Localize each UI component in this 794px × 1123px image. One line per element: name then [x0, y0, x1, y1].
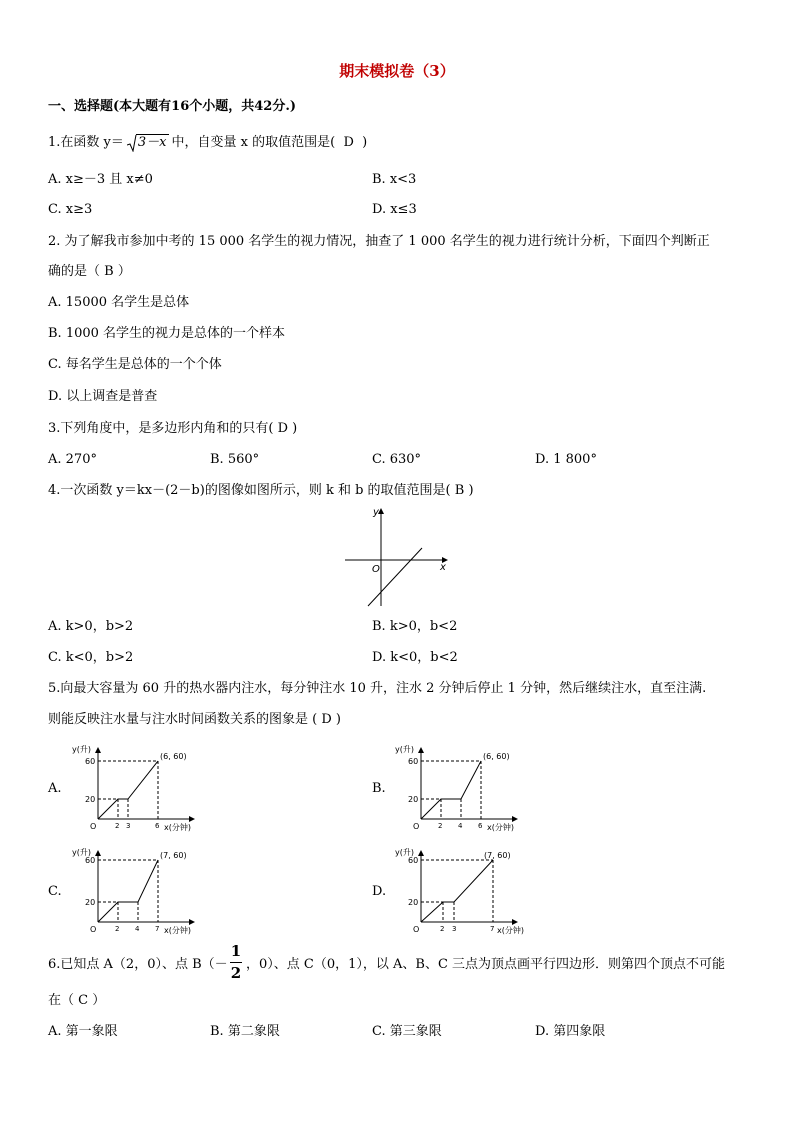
q6-frac-numerator: 1	[230, 942, 242, 960]
xtick-1: 2	[115, 925, 120, 933]
q6-frac-denominator: 2	[230, 964, 242, 982]
q6-option-b: B. 第二象限	[210, 1024, 280, 1039]
q4-graph	[340, 502, 455, 612]
xlabel: x(分钟)	[497, 926, 524, 935]
q5-graph-a-label: A.	[48, 781, 62, 796]
ylabel: y(升)	[72, 745, 91, 754]
q6-frac-bar	[230, 962, 242, 963]
q6-option-d: D. 第四象限	[535, 1024, 606, 1039]
q1-stem	[48, 134, 367, 152]
xtick-2: 3	[126, 822, 131, 830]
q2-stem-line2: 确的是（ B ）	[48, 264, 131, 279]
q4-option-b: B. k>0，b<2	[372, 619, 458, 634]
q4-y-label: y	[373, 507, 379, 518]
xtick-2: 4	[135, 925, 140, 933]
xtick-1: 2	[440, 925, 445, 933]
ytick-20: 20	[408, 795, 419, 804]
y-arrow-icon	[418, 747, 424, 753]
ytick-20: 20	[85, 898, 96, 907]
y-arrow-icon	[95, 850, 101, 856]
q1-radicand: 3－x	[137, 135, 167, 150]
x-arrow-icon	[512, 816, 518, 822]
point-label: (7, 60)	[484, 851, 511, 860]
origin: O	[413, 822, 420, 831]
sqrt-sign-icon	[127, 134, 137, 152]
graph-line	[421, 860, 493, 922]
xtick-3: 6	[155, 822, 160, 830]
q4-origin-label: O	[372, 564, 380, 575]
origin: O	[90, 925, 97, 934]
q2-option-d: D. 以上调查是普查	[48, 389, 158, 404]
ytick-60: 60	[85, 856, 96, 865]
ylabel: y(升)	[395, 848, 414, 857]
xtick-3: 7	[155, 925, 160, 933]
xlabel: x(分钟)	[487, 823, 514, 832]
q3-option-c: C. 630°	[372, 452, 422, 467]
q1-option-b: B. x<3	[372, 172, 417, 187]
ylabel: y(升)	[395, 745, 414, 754]
y-arrow-icon	[95, 747, 101, 753]
q3-option-a: A. 270°	[48, 452, 97, 467]
q5-stem-line2: 则能反映注水量与注水时间函数关系的图象是 ( D )	[48, 712, 341, 727]
q3-option-b: B. 560°	[210, 452, 260, 467]
q6-option-a: A. 第一象限	[48, 1024, 118, 1039]
q5-graph-a	[68, 742, 218, 834]
q1-sqrt	[127, 134, 169, 152]
q5-graph-d-label: D.	[372, 884, 387, 899]
xtick-3: 7	[490, 925, 495, 933]
y-arrow-icon	[418, 850, 424, 856]
x-arrow-icon	[189, 816, 195, 822]
origin: O	[413, 925, 420, 934]
q1-option-c: C. x≥3	[48, 202, 93, 217]
q6-stem-post: ，0）、点 C（0，1），以 A、B、C 三点为顶点画平行四边形．则第四个顶点不可能	[246, 957, 726, 972]
ylabel: y(升)	[72, 848, 91, 857]
graph-line	[98, 860, 158, 922]
q5-graph-c	[68, 845, 218, 937]
q1-answer: D	[343, 135, 354, 150]
point-label: (7, 60)	[160, 851, 187, 860]
ytick-60: 60	[85, 757, 96, 766]
origin: O	[90, 822, 97, 831]
ytick-60: 60	[408, 757, 419, 766]
x-arrow-icon	[189, 919, 195, 925]
point-label: (6, 60)	[160, 752, 187, 761]
q1-option-a: A. x≥－3 且 x≠0	[48, 172, 153, 187]
xlabel: x(分钟)	[164, 823, 191, 832]
q6-option-c: C. 第三象限	[372, 1024, 442, 1039]
q4-function-line	[368, 548, 422, 606]
point-label: (6, 60)	[483, 752, 510, 761]
section-heading: 一、选择题(本大题有16个小题，共42分.)	[48, 99, 297, 114]
q5-stem-line1: 5.向最大容量为 60 升的热水器内注水，每分钟注水 10 升，注水 2 分钟后停止 1 分钟，然后继续注水，直至注满.	[48, 681, 707, 696]
q5-graph-c-label: C.	[48, 884, 62, 899]
q6-stem-pre: 6.已知点 A（2，0）、点 B（－	[48, 957, 228, 972]
q4-stem: 4.一次函数 y＝kx－(2－b)的图像如图所示，则 k 和 b 的取值范围是( B )	[48, 483, 474, 498]
xtick-1: 2	[115, 822, 120, 830]
q4-option-c: C. k<0，b>2	[48, 650, 134, 665]
ytick-20: 20	[85, 795, 96, 804]
ytick-20: 20	[408, 898, 419, 907]
x-arrow-icon	[512, 919, 518, 925]
q2-option-a: A. 15000 名学生是总体	[48, 295, 190, 310]
ytick-60: 60	[408, 856, 419, 865]
q5-graph-b	[391, 742, 541, 834]
xtick-3: 6	[478, 822, 483, 830]
q3-stem: 3.下列角度中，是多边形内角和的只有( D )	[48, 421, 298, 436]
page-title: 期末模拟卷（3）	[339, 62, 455, 80]
q2-option-b: B. 1000 名学生的视力是总体的一个样本	[48, 326, 286, 341]
q4-x-label: x	[440, 562, 446, 573]
q4-option-d: D. k<0，b<2	[372, 650, 458, 665]
q1-stem-pre: 1.在函数 y＝	[48, 135, 124, 150]
q2-stem-line1: 2. 为了解我市参加中考的 15 000 名学生的视力情况，抽查了 1 000 名学生的视力进行统计分析，下面四个判断正	[48, 234, 710, 249]
q1-close: )	[362, 135, 368, 150]
q2-option-c: C. 每名学生是总体的一个个体	[48, 357, 222, 372]
q5-graph-d	[391, 845, 541, 937]
q3-option-d: D. 1 800°	[535, 452, 597, 467]
q4-option-a: A. k>0，b>2	[48, 619, 134, 634]
q5-graph-b-label: B.	[372, 781, 386, 796]
q1-stem-post: 中，自变量 x 的取值范围是(	[171, 135, 336, 150]
q6-stem-line2: 在（ C ）	[48, 993, 106, 1008]
xtick-2: 4	[458, 822, 463, 830]
graph-line	[421, 761, 481, 819]
xtick-2: 3	[452, 925, 457, 933]
q1-option-d: D. x≤3	[372, 202, 417, 217]
xtick-1: 2	[438, 822, 443, 830]
xlabel: x(分钟)	[164, 926, 191, 935]
